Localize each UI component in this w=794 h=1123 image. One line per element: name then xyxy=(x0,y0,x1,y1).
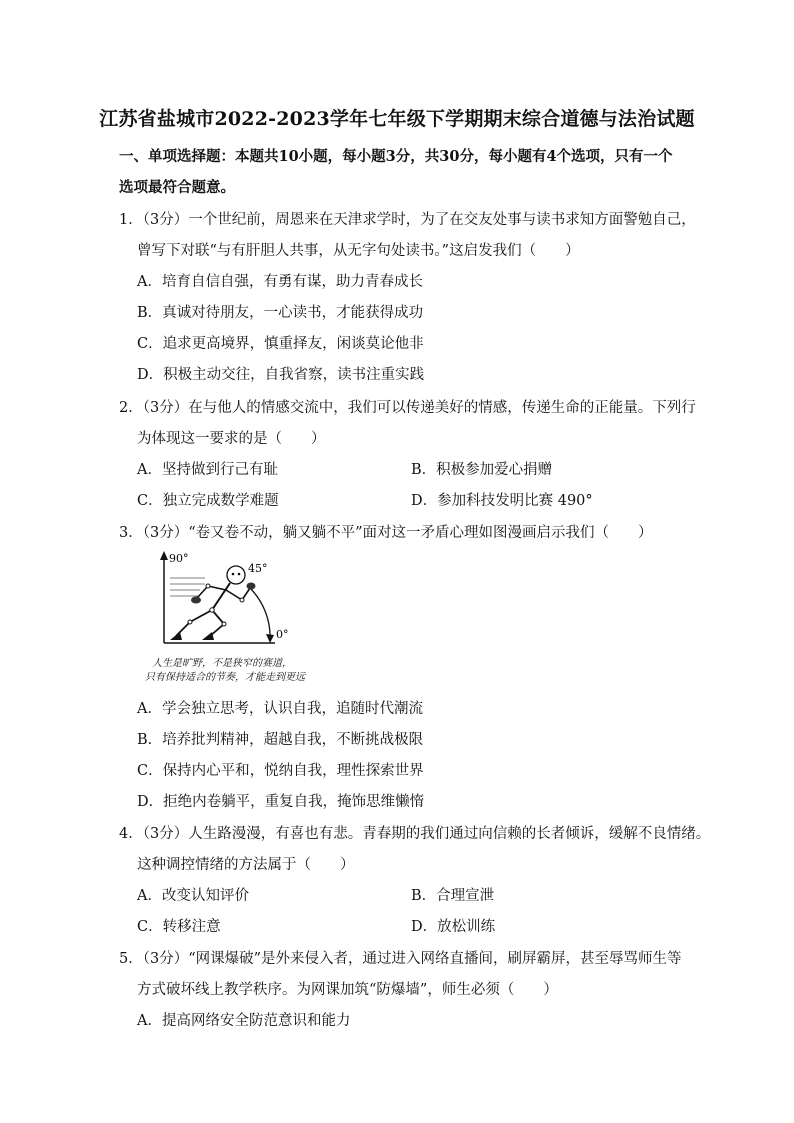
question-3-option-a: A．学会独立思考，认识自我，追随时代潮流 xyxy=(137,701,423,717)
question-3-option-d: D．拒绝内卷躺平，重复自我，掩饰思维懒惰 xyxy=(137,794,425,810)
question-1-option-a: A．培育自信自强，有勇有谋，助力青春成长 xyxy=(137,274,423,290)
question-5-stem: 5．（3分）“网课爆破”是外来侵入者，通过进入网络直播间，刷屏霸屏，甚至辱骂师生等 xyxy=(119,951,682,967)
question-4-stem-cont: 这种调控情绪的方法属于（ ） xyxy=(137,857,355,873)
figure-label-0: 0° xyxy=(276,628,289,641)
question-1-option-b: B．真诚对待朋友，一心读书，才能获得成功 xyxy=(137,305,424,321)
figure-label-90: 90° xyxy=(169,552,189,565)
question-2-stem-cont: 为体现这一要求的是（ ） xyxy=(137,431,326,447)
question-1-stem: 1．（3分）一个世纪前，周恩来在天津求学时，为了在交友处事与读书求知方面警勉自己， xyxy=(119,212,696,228)
question-4-option-c: C．转移注意 xyxy=(137,919,221,935)
section-heading-cont: 选项最符合题意。 xyxy=(119,179,235,196)
exam-title: 江苏省盐城市2022-2023学年七年级下学期期末综合道德与法治试题 xyxy=(99,108,695,130)
question-5-stem-cont: 方式破坏线上教学秩序。为网课加筑“防爆墙”，师生必须（ ） xyxy=(137,982,558,998)
question-3-stem: 3．（3分）“卷又卷不动，躺又躺不平”面对这一矛盾心理如图漫画启示我们（ ） xyxy=(119,525,653,541)
question-1-option-d: D．积极主动交往，自我省察，读书注重实践 xyxy=(137,367,425,383)
question-4-stem: 4．（3分）人生路漫漫，有喜也有悲。青春期的我们通过向信赖的长者倾诉，缓解不良情绪。 xyxy=(119,826,711,842)
question-2-option-c: C．独立完成数学难题 xyxy=(137,493,279,509)
question-4-option-b: B．合理宣泄 xyxy=(411,888,495,904)
question-3-option-b: B．培养批判精神，超越自我，不断挑战极限 xyxy=(137,732,424,748)
question-2-stem: 2．（3分）在与他人的情感交流中，我们可以传递美好的情感，传递生命的正能量。下列行 xyxy=(119,400,696,416)
question-4-option-d: D．放松训练 xyxy=(411,919,496,935)
figure-label-45: 45° xyxy=(248,562,268,575)
figure-caption-line-1: 人生是旷野，不是狭窄的赛道， xyxy=(152,658,292,669)
question-2-option-d: D．参加科技发明比赛 490° xyxy=(411,493,593,509)
question-2-option-a: A．坚持做到行己有耻 xyxy=(137,462,278,478)
section-heading: 一、单项选择题：本题共10小题，每小题3分，共30分，每小题有4个选项，只有一个 xyxy=(119,148,673,165)
question-4-option-a: A．改变认知评价 xyxy=(137,888,249,904)
question-2-option-b: B．积极参加爱心捐赠 xyxy=(411,462,553,478)
figure-caption-line-2: 只有保持适合的节奏，才能走到更远 xyxy=(145,672,305,683)
question-5-option-a: A．提高网络安全防范意识和能力 xyxy=(137,1013,351,1029)
question-1-option-c: C．追求更高境界，慎重择友，闲谈莫论他非 xyxy=(137,336,424,352)
question-1-stem-cont: 曾写下对联“与有肝胆人共事，从无字句处读书。”这启发我们（ ） xyxy=(137,243,580,259)
question-3-option-c: C．保持内心平和，悦纳自我，理性探索世界 xyxy=(137,763,424,779)
